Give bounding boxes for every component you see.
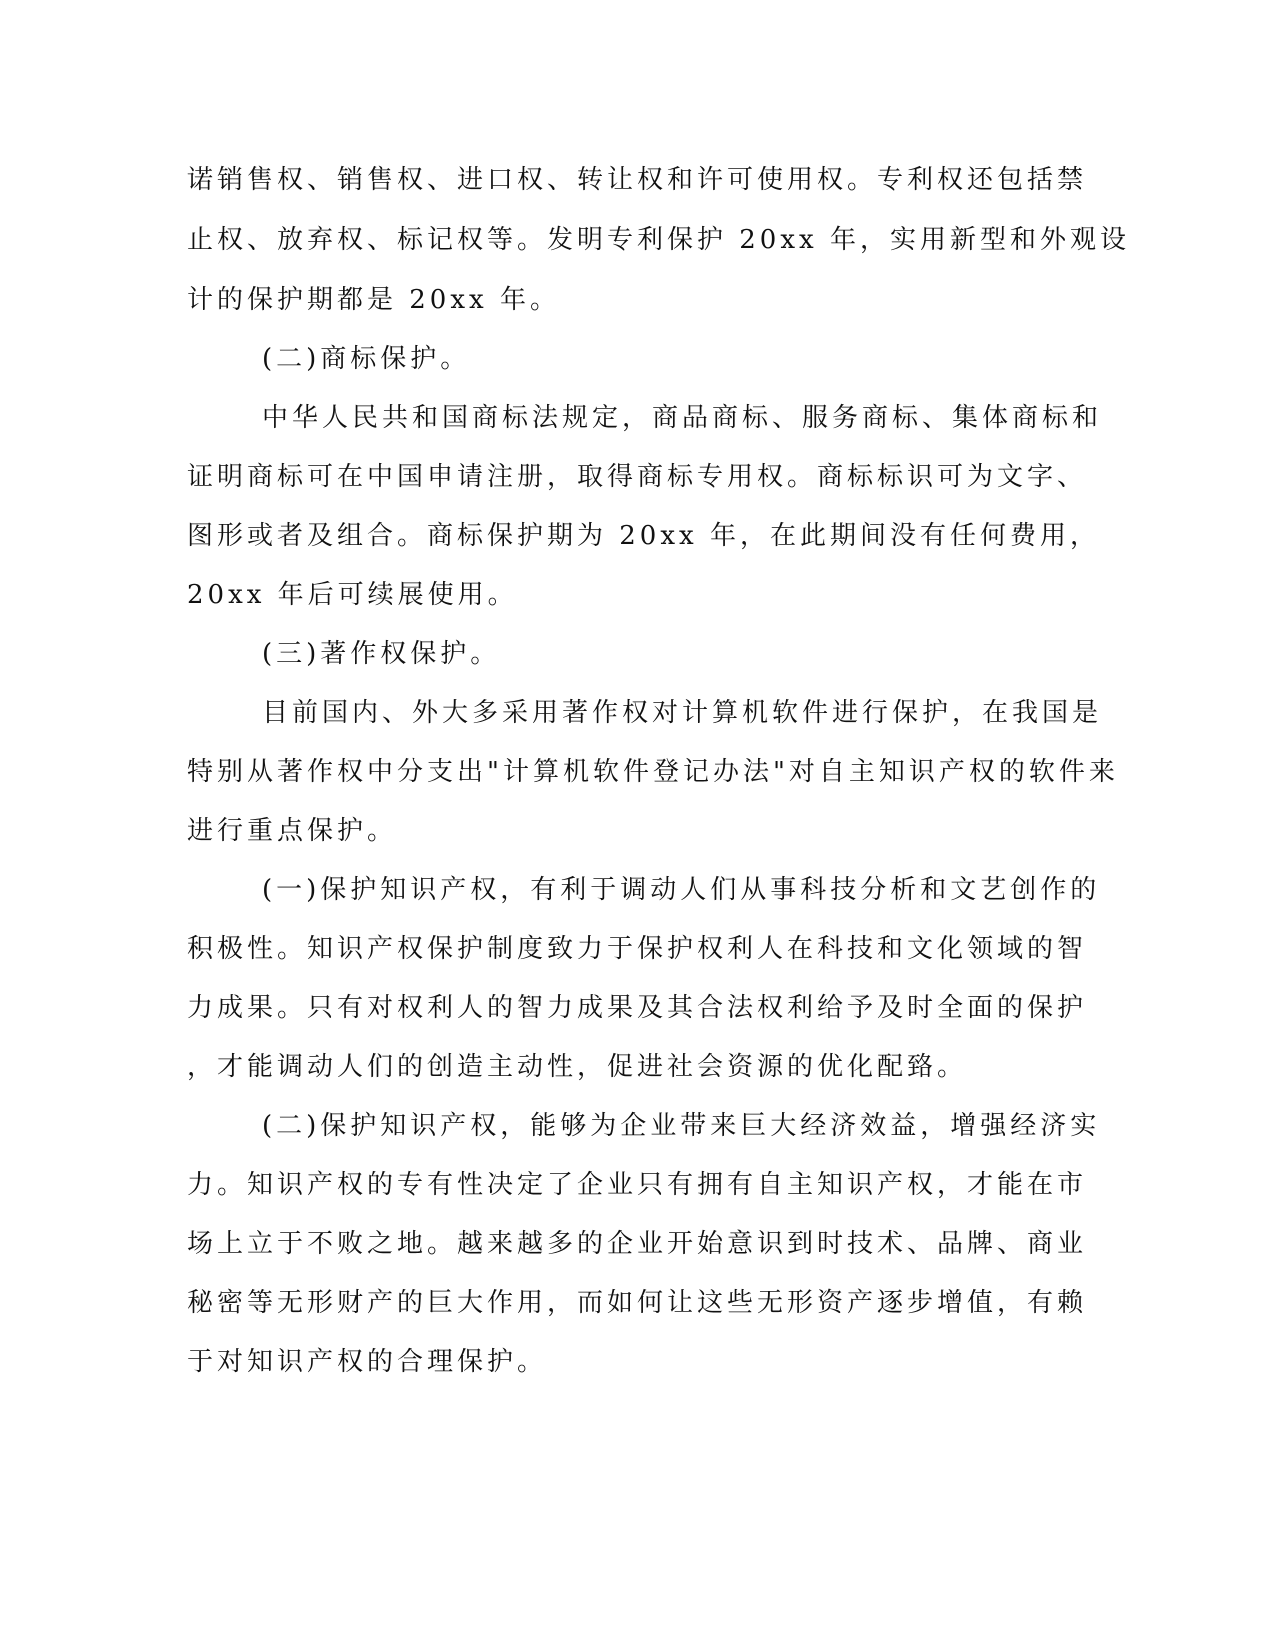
section-heading: (三)著作权保护。 (262, 639, 501, 669)
text-line: 中华人民共和国商标法规定，商品商标、服务商标、集体商标和 (262, 403, 1103, 433)
text-line: 进行重点保护。 (187, 816, 398, 846)
text-line: 目前国内、外大多采用著作权对计算机软件进行保护，在我国是 (262, 698, 1103, 728)
text-line: 于对知识产权的合理保护。 (187, 1347, 548, 1377)
text-line: 计的保护期都是 20xx 年。 (187, 285, 560, 315)
text-line: 特别从著作权中分支出"计算机软件登记办法"对自主知识产权的软件来 (187, 757, 1119, 787)
text-line: 诺销售权、销售权、进口权、转让权和许可使用权。专利权还包括禁 (187, 165, 1088, 195)
text-line: 图形或者及组合。商标保护期为 20xx 年，在此期间没有任何费用， (187, 521, 1100, 551)
text-line: 秘密等无形财产的巨大作用，而如何让这些无形资产逐步增值，有赖 (187, 1288, 1088, 1318)
text-line: 积极性。知识产权保护制度致力于保护权利人在科技和文化领域的智 (187, 934, 1088, 964)
text-line: 20xx 年后可续展使用。 (187, 580, 518, 610)
section-heading: (二)商标保护。 (262, 344, 471, 374)
text-line: 力。知识产权的专有性决定了企业只有拥有自主知识产权，才能在市 (187, 1170, 1088, 1200)
text-line: (二)保护知识产权，能够为企业带来巨大经济效益，增强经济实 (262, 1111, 1101, 1141)
text-line: ，才能调动人们的创造主动性，促进社会资源的优化配臵。 (187, 1052, 968, 1082)
text-line: 力成果。只有对权利人的智力成果及其合法权利给予及时全面的保护 (187, 993, 1088, 1023)
text-line: 止权、放弃权、标记权等。发明专利保护 20xx 年，实用新型和外观设 (187, 225, 1130, 255)
text-line: 场上立于不败之地。越来越多的企业开始意识到时技术、品牌、商业 (187, 1229, 1088, 1259)
text-line: 证明商标可在中国申请注册，取得商标专用权。商标标识可为文字、 (187, 462, 1088, 492)
text-line: (一)保护知识产权，有利于调动人们从事科技分析和文艺创作的 (262, 875, 1101, 905)
